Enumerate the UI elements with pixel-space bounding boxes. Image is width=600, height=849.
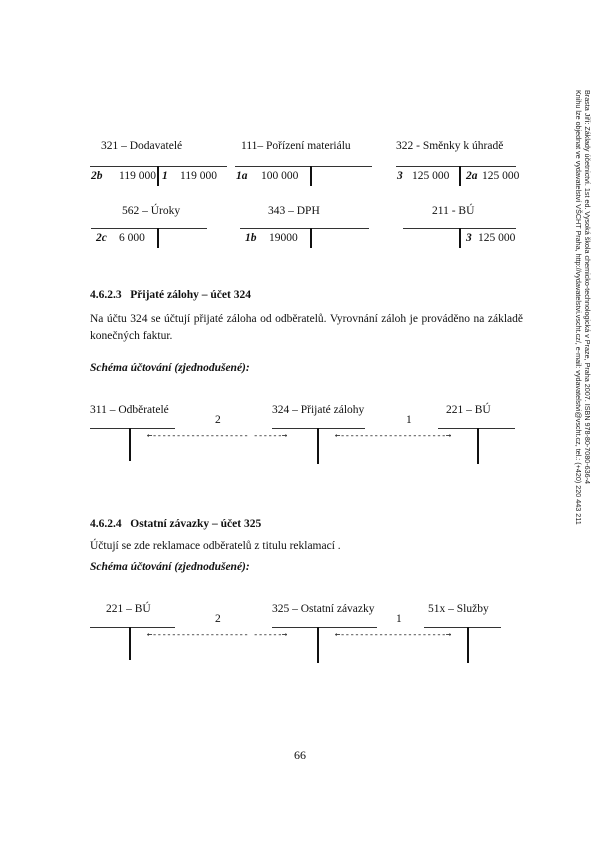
account-divider [459, 228, 461, 248]
account-line [235, 166, 372, 167]
arrow-left: ←-------------------- ------→ [147, 431, 287, 441]
side-citation: Brasta Jiří: Základy účetnictví. 1st ed. Vysoká škola chemicko-technologická v Praze, Praha 2007. ISBN 978-80-7080-636-4 [583, 90, 592, 485]
credit-amount: 119 000 [180, 170, 217, 182]
account-title: 322 - Směnky k úhradě [396, 140, 504, 152]
schema-step-1: 1 [396, 613, 402, 625]
arrow-left: ←-------------------- ------→ [147, 630, 287, 640]
account-title: 211 - BÚ [432, 205, 475, 217]
section-heading-325: 4.6.2.4 Ostatní závazky – účet 325 [90, 518, 262, 530]
schema-account-a: 311 – Odběratelé [90, 404, 169, 416]
schema-line-b [272, 627, 377, 628]
credit-amount: 125 000 [482, 170, 520, 182]
schema-line-c [424, 627, 501, 628]
schema-account-a: 221 – BÚ [106, 603, 151, 615]
account-divider [157, 166, 159, 186]
schema-divider-c [477, 428, 479, 464]
schema-step-2: 2 [215, 613, 221, 625]
account-title: 343 – DPH [268, 205, 320, 217]
debit-mark: 1b [245, 232, 257, 244]
schema-divider-b [317, 428, 319, 464]
debit-amount: 19000 [269, 232, 298, 244]
debit-amount: 6 000 [119, 232, 145, 244]
schema-account-b: 325 – Ostatní závazky [272, 603, 375, 615]
account-divider [459, 166, 461, 186]
debit-mark: 2c [96, 232, 107, 244]
credit-mark: 2a [466, 170, 478, 182]
schema-title: Schéma účtování (zjednodušené): [90, 561, 250, 573]
schema-divider-c [467, 627, 469, 663]
debit-mark: 1a [236, 170, 248, 182]
debit-mark: 2b [91, 170, 103, 182]
schema-step-1: 1 [406, 414, 412, 426]
schema-line-a [90, 428, 175, 429]
debit-amount: 125 000 [412, 170, 450, 182]
account-divider [310, 228, 312, 248]
schema-divider-a [129, 428, 131, 461]
schema-divider-a [129, 627, 131, 660]
account-line [240, 228, 369, 229]
credit-amount: 125 000 [478, 232, 516, 244]
schema-step-2: 2 [215, 414, 221, 426]
schema-account-b: 324 – Přijaté zálohy [272, 404, 365, 416]
side-order-info: Knihu lze objednat ve vydavatelství VŠCHT Praha, http://vydavatelstvi.vscht.cz/, e-mail: vydavatelstvi@vscht.cz, tel.: (+420) 220 443 211 [574, 90, 583, 525]
account-title: 111– Pořízení materiálu [241, 140, 351, 152]
account-line [91, 228, 207, 229]
page-number: 66 [294, 748, 306, 762]
schema-account-c: 221 – BÚ [446, 404, 491, 416]
debit-amount: 100 000 [261, 170, 299, 182]
account-title: 321 – Dodavatelé [101, 140, 183, 152]
section-text-324: Na účtu 324 se účtují přijaté záloha od odběratelů. Vyrovnání záloh je prováděno na základě konečných faktur. [90, 313, 523, 342]
credit-mark: 3 [466, 232, 472, 244]
schema-account-c: 51x – Služby [428, 603, 489, 615]
arrow-right: ←----------------------→ [335, 630, 451, 640]
schema-title: Schéma účtování (zjednodušené): [90, 362, 250, 374]
account-line [396, 166, 516, 167]
schema-line-a [90, 627, 175, 628]
account-divider [157, 228, 159, 248]
account-divider [310, 166, 312, 186]
section-heading-324: 4.6.2.3 Přijaté zálohy – účet 324 [90, 289, 251, 301]
credit-mark: 1 [162, 170, 168, 182]
debit-mark: 3 [397, 170, 403, 182]
schema-divider-b [317, 627, 319, 663]
section-text-325: Účtují se zde reklamace odběratelů z titulu reklamací . [90, 540, 341, 552]
account-title: 562 – Úroky [122, 205, 181, 217]
debit-amount: 119 000 [119, 170, 156, 182]
arrow-right: ←----------------------→ [335, 431, 451, 441]
